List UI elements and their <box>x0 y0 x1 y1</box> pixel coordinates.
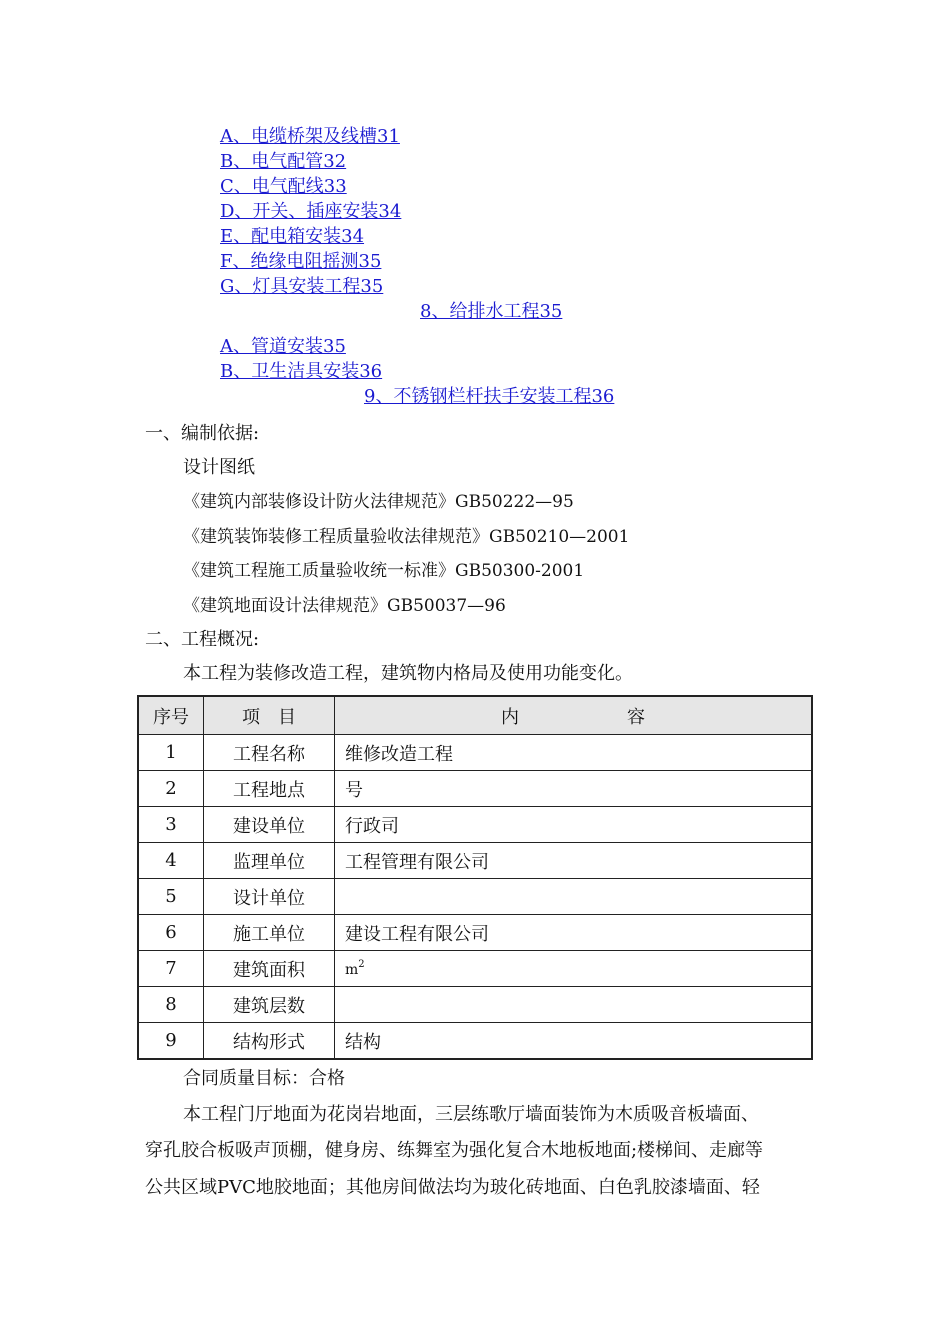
toc-link[interactable]: C、电气配线33 <box>220 176 347 197</box>
cell-no: 8 <box>138 987 204 1023</box>
cell-content <box>335 879 813 915</box>
toc-link[interactable]: A、管道安装35 <box>220 336 346 357</box>
toc-link[interactable]: G、灯具安装工程35 <box>220 276 384 297</box>
section-heading: 二、工程概况: <box>145 629 260 650</box>
table-row <box>138 879 812 915</box>
table-header-row <box>138 696 812 735</box>
cell-no: 9 <box>138 1023 204 1060</box>
reference-item: 设计图纸 <box>183 457 255 478</box>
cell-no: 4 <box>138 843 204 879</box>
table-row <box>138 735 812 771</box>
table-row <box>138 807 812 843</box>
header-item: 项 目 <box>204 696 335 735</box>
reference-item: 《建筑工程施工质量验收统一标准》GB50300-2001 <box>183 561 585 581</box>
toc-link[interactable]: A、电缆桥架及线槽31 <box>220 126 400 147</box>
table-row <box>138 843 812 879</box>
table-row <box>138 1023 812 1060</box>
cell-item: 结构形式 <box>204 1023 335 1060</box>
table-row <box>138 987 812 1023</box>
cell-content: 结构 <box>335 1023 813 1060</box>
cell-content: 建设工程有限公司 <box>335 915 813 951</box>
cell-item: 工程地点 <box>204 771 335 807</box>
table-row <box>138 951 812 987</box>
cell-content <box>335 987 813 1023</box>
header-no: 序号 <box>138 696 204 735</box>
cell-item: 建筑面积 <box>204 951 335 987</box>
cell-content: 行政司 <box>335 807 813 843</box>
cell-no: 7 <box>138 951 204 987</box>
project-info-table <box>137 695 813 1060</box>
cell-no: 1 <box>138 735 204 771</box>
toc-link[interactable]: F、绝缘电阻摇测35 <box>220 251 382 272</box>
area-unit: m <box>345 962 359 978</box>
section-heading: 一、编制依据: <box>145 423 260 444</box>
cell-content: 号 <box>335 771 813 807</box>
body-paragraph-line: 本工程门厅地面为花岗岩地面，三层练歌厅墙面装饰为木质吸音板墙面、 <box>183 1104 759 1125</box>
cell-content <box>335 951 813 987</box>
area-unit-superscript: 2 <box>358 959 365 970</box>
table-row <box>138 915 812 951</box>
cell-item: 建筑层数 <box>204 987 335 1023</box>
cell-item: 设计单位 <box>204 879 335 915</box>
toc-link[interactable]: B、电气配管32 <box>220 151 347 172</box>
reference-item: 《建筑装饰装修工程质量验收法律规范》GB50210—2001 <box>183 527 630 547</box>
reference-item: 《建筑地面设计法律规范》GB50037—96 <box>183 596 506 616</box>
table-row <box>138 771 812 807</box>
header-content: 内 容 <box>335 696 813 735</box>
quality-target: 合同质量目标：合格 <box>183 1068 345 1089</box>
cell-item: 建设单位 <box>204 807 335 843</box>
cell-no: 3 <box>138 807 204 843</box>
body-paragraph-line: 穿孔胶合板吸声顶棚，健身房、练舞室为强化复合木地板地面;楼梯间、走廊等 <box>145 1140 764 1161</box>
cell-no: 5 <box>138 879 204 915</box>
cell-content: 工程管理有限公司 <box>335 843 813 879</box>
toc-link[interactable]: 8、给排水工程35 <box>420 301 563 322</box>
cell-content: 维修改造工程 <box>335 735 813 771</box>
cell-item: 工程名称 <box>204 735 335 771</box>
toc-link[interactable]: B、卫生洁具安装36 <box>220 361 383 382</box>
toc-link[interactable]: E、配电箱安装34 <box>220 226 365 247</box>
cell-no: 2 <box>138 771 204 807</box>
body-paragraph-line: 公共区域PVC地胶地面；其他房间做法均为玻化砖地面、白色乳胶漆墙面、轻 <box>145 1177 760 1198</box>
toc-link[interactable]: 9、不锈钢栏杆扶手安装工程36 <box>364 386 615 407</box>
cell-item: 施工单位 <box>204 915 335 951</box>
cell-item: 监理单位 <box>204 843 335 879</box>
intro-paragraph: 本工程为装修改造工程，建筑物内格局及使用功能变化。 <box>183 663 633 684</box>
toc-link[interactable]: D、开关、插座安装34 <box>220 201 402 222</box>
cell-no: 6 <box>138 915 204 951</box>
reference-item: 《建筑内部装修设计防火法律规范》GB50222—95 <box>183 492 574 512</box>
